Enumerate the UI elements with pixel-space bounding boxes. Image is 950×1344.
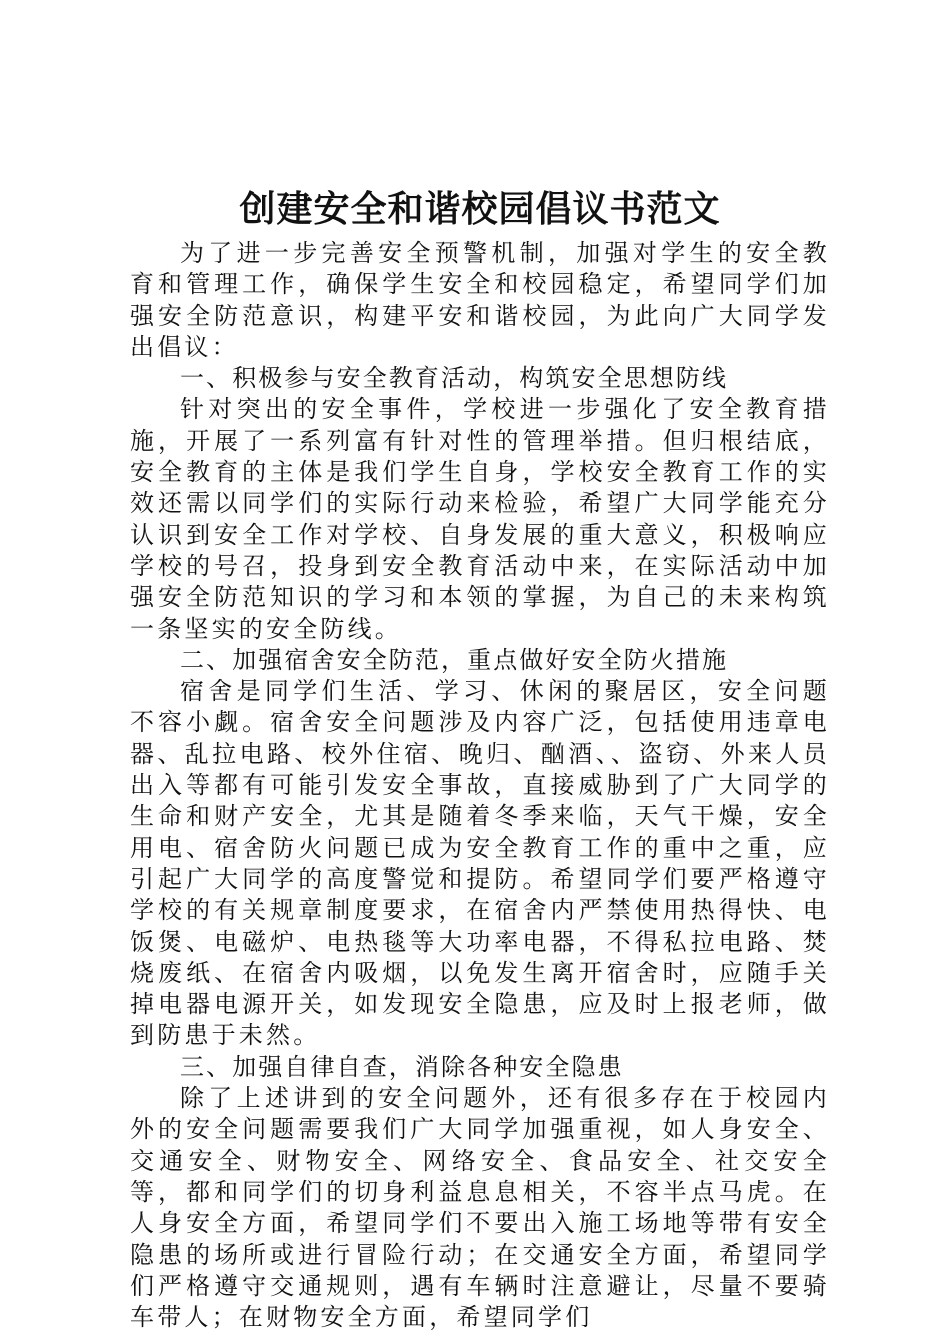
section-heading-1: 一、积极参与安全教育活动，构筑安全思想防线 xyxy=(180,364,729,393)
section-1-paragraph: 针对突出的安全事件，学校进一步强化了安全教育措施，开展了一系列富有针对性的管理举措。但归根结底，安全教育的主体是我们学生自身，学校安全教育工作的实效还需以同学们的实际行动来检验，希望广大同学能充分认识到安全工作对学校、自身发展的重大意义，积极响应学校的号召，投身到安全教育活动中来，在实际活动中加强安全防范知识的学习和本领的掌握，为自己的未来构筑一条坚实的安全防线。 xyxy=(130,395,830,643)
section-3-paragraph: 除了上述讲到的安全问题外，还有很多存在于校园内外的安全问题需要我们广大同学加强重视，如人身安全、交通安全、财物安全、网络安全、食品安全、社交安全等，都和同学们的切身利益息息相关，不容半点马虎。在人身安全方面，希望同学们不要出入施工场地等带有安全隐患的场所或进行冒险行动；在交通安全方面，希望同学们严格遵守交通规则，遇有车辆时注意避让，尽量不要骑车带人；在财物安全方面，希望同学们 xyxy=(130,1084,830,1332)
document-title: 创建安全和谐校园倡议书范文 xyxy=(239,188,721,230)
section-2-paragraph: 宿舍是同学们生活、学习、休闲的聚居区，安全问题不容小觑。宿舍安全问题涉及内容广泛，包括使用违章电器、乱拉电路、校外住宿、晚归、酗酒、、盗窃、外来人员出入等都有可能引发安全事故，直接威胁到了广大同学的生命和财产安全，尤其是随着冬季来临，天气干燥，安全用电、宿舍防火问题已成为安全教育工作的重中之重，应引起广大同学的高度警觉和提防。希望同学们要严格遵守学校的有关规章制度要求，在宿舍内严禁使用热得快、电饭煲、电磁炉、电热毯等大功率电器，不得私拉电路、焚烧废纸、在宿舍内吸烟，以免发生离开宿舍时，应随手关掉电器电源开关，如发现安全隐患，应及时上报老师，做到防患于未然。 xyxy=(130,677,830,1050)
intro-paragraph: 为了进一步完善安全预警机制，加强对学生的安全教育和管理工作，确保学生安全和校园稳定，希望同学们加强安全防范意识，构建平安和谐校园，为此向广大同学发出倡议： xyxy=(130,239,830,361)
document-page xyxy=(130,180,830,1333)
section-heading-3: 三、加强自律自查，消除各种安全隐患 xyxy=(180,1052,624,1081)
section-heading-2: 二、加强宿舍安全防范，重点做好安全防火措施 xyxy=(180,645,729,674)
